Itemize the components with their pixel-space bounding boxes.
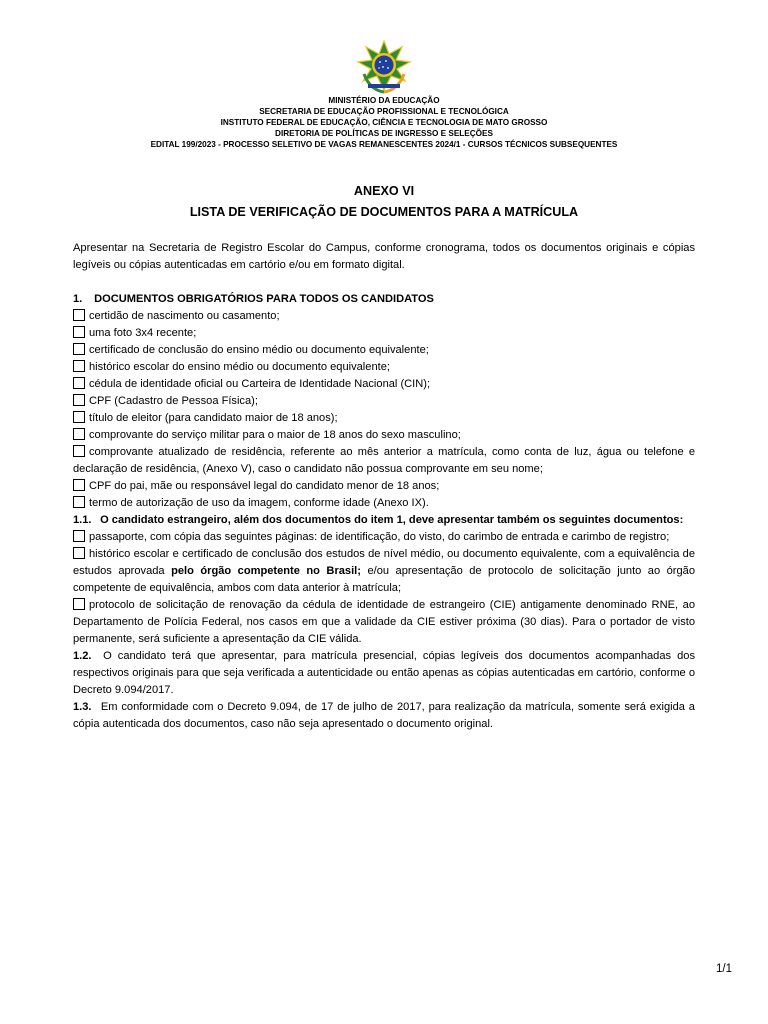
checkbox[interactable] [73, 394, 85, 406]
checkbox[interactable] [73, 496, 85, 508]
checklist-item [73, 444, 695, 478]
checklist-item [73, 427, 695, 444]
checkbox[interactable] [73, 479, 85, 491]
section-1-3-paragraph [73, 699, 695, 733]
header-line-secretariat: SECRETARIA DE EDUCAÇÃO PROFISSIONAL E TECNOLÓGICA [259, 107, 509, 116]
checklist-item-text: histórico escolar e certificado de conclusão dos estudos de nível médio, ou documento equivalente, com a equivalência de estudos aprovada [73, 548, 695, 577]
checklist-item [73, 342, 695, 359]
checklist-item-text: CPF do pai, mãe ou responsável legal do candidato menor de 18 anos; [89, 480, 440, 492]
checkbox[interactable] [73, 598, 85, 610]
checklist-item-text: protocolo de solicitação de renovação da cédula de identidade de estrangeiro (CIE) antigamente denominado RNE, ao Departamento de Polícia Federal, nos casos em que a validade da CIE estiver próxima (30 dias). Para o portador de visto permanente, será suficiente a apresentação da CIE válida. [73, 599, 695, 645]
coat-of-arms-emblem [356, 40, 412, 94]
section-1-number: 1. [73, 293, 83, 305]
checklist-item [73, 546, 695, 597]
header-line-institute: INSTITUTO FEDERAL DE EDUCAÇÃO, CIÊNCIA E TECNOLOGIA DE MATO GROSSO [220, 118, 548, 127]
checklist-item-text: certificado de conclusão do ensino médio ou documento equivalente; [89, 344, 429, 356]
checklist-item [73, 359, 695, 376]
section-1-3-number: 1.3. [73, 701, 92, 713]
checklist-item-text: cédula de identidade oficial ou Carteira de Identidade Nacional (CIN); [89, 378, 431, 390]
checklist-item-text: histórico escolar do ensino médio ou documento equivalente; [89, 361, 390, 373]
checklist-item [73, 597, 695, 648]
annex-subtitle: LISTA DE VERIFICAÇÃO DE DOCUMENTOS PARA A MATRÍCULA [189, 205, 579, 219]
header-line-edital: EDITAL 199/2023 - PROCESSO SELETIVO DE VAGAS REMANESCENTES 2024/1 - CURSOS TÉCNICOS SUBSEQUENTES [150, 140, 618, 149]
checklist-item-text: e/ou apresentação de protocolo de solicitação junto ao órgão competente de equivalência, ambos com data anterior à matrícula; [73, 565, 695, 594]
checklist-item-text: comprovante atualizado de residência, referente ao mês anterior a matrícula, como conta de luz, água ou telefone e declaração de residência, (Anexo V), caso o candidato não possua comprovante em seu nome; [73, 446, 695, 475]
page-number: 1/1 [716, 963, 732, 975]
section-1-heading [73, 291, 695, 308]
section-1-1-number: 1.1. [73, 514, 92, 526]
checkbox[interactable] [73, 377, 85, 389]
section-1-title: DOCUMENTOS OBRIGATÓRIOS PARA TODOS OS CANDIDATOS [94, 293, 434, 305]
section-1-2-paragraph [73, 648, 695, 699]
document-body [73, 240, 695, 733]
checklist-item-text: título de eleitor (para candidato maior de 18 anos); [89, 412, 338, 424]
checklist-item-text: certidão de nascimento ou casamento; [89, 310, 280, 322]
checkbox[interactable] [73, 547, 85, 559]
annex-title: ANEXO VI [353, 184, 415, 198]
section-1-1-title: O candidato estrangeiro, além dos documentos do item 1, deve apresentar também os seguintes documentos: [100, 514, 684, 526]
checkbox[interactable] [73, 445, 85, 457]
section-1-2-number: 1.2. [73, 650, 92, 662]
section-1-1-heading [73, 512, 695, 529]
checklist-item [73, 308, 695, 325]
checklist-item-text: CPF (Cadastro de Pessoa Física); [89, 395, 258, 407]
checklist-item [73, 325, 695, 342]
checklist-item [73, 529, 695, 546]
checklist-item [73, 495, 695, 512]
checklist-item-text: uma foto 3x4 recente; [89, 327, 197, 339]
section-1-2-text: O candidato terá que apresentar, para matrícula presencial, cópias legíveis dos documentos acompanhadas dos respectivos originais para que seja verificada a autenticidade ou então apenas as cópias autenticadas em cartório, conforme o Decreto 9.094/2017. [73, 650, 696, 696]
checklist-item [73, 393, 695, 410]
checkbox[interactable] [73, 309, 85, 321]
checkbox[interactable] [73, 530, 85, 542]
checklist-item-text: comprovante do serviço militar para o maior de 18 anos do sexo masculino; [89, 429, 461, 441]
checkbox[interactable] [73, 411, 85, 423]
checkbox[interactable] [73, 360, 85, 372]
checklist-item [73, 410, 695, 427]
section-1-3-text: Em conformidade com o Decreto 9.094, de 17 de julho de 2017, para realização da matrícula, somente será exigida a cópia autenticada dos documentos, caso não seja apresentado o documento original. [73, 701, 695, 730]
header-line-ministry: MINISTÉRIO DA EDUCAÇÃO [328, 96, 440, 105]
checklist-item-bold-text: pelo órgão competente no Brasil; [171, 565, 361, 577]
checklist-item [73, 376, 695, 393]
checklist-item-text: termo de autorização de uso da imagem, conforme idade (Anexo IX). [89, 497, 429, 509]
checklist-item [73, 478, 695, 495]
header-line-directorate: DIRETORIA DE POLÍTICAS DE INGRESSO E SELEÇÕES [275, 129, 493, 138]
document-header [0, 95, 768, 150]
checkbox[interactable] [73, 428, 85, 440]
checkbox[interactable] [73, 326, 85, 338]
intro-paragraph: Apresentar na Secretaria de Registro Escolar do Campus, conforme cronograma, todos os documentos originais e cópias legíveis ou cópias autenticadas em cartório e/ou em formato digital. [73, 242, 695, 271]
checklist-item-text: passaporte, com cópia das seguintes páginas: de identificação, do visto, do carimbo de entrada e carimbo de registro; [89, 531, 670, 543]
checkbox[interactable] [73, 343, 85, 355]
